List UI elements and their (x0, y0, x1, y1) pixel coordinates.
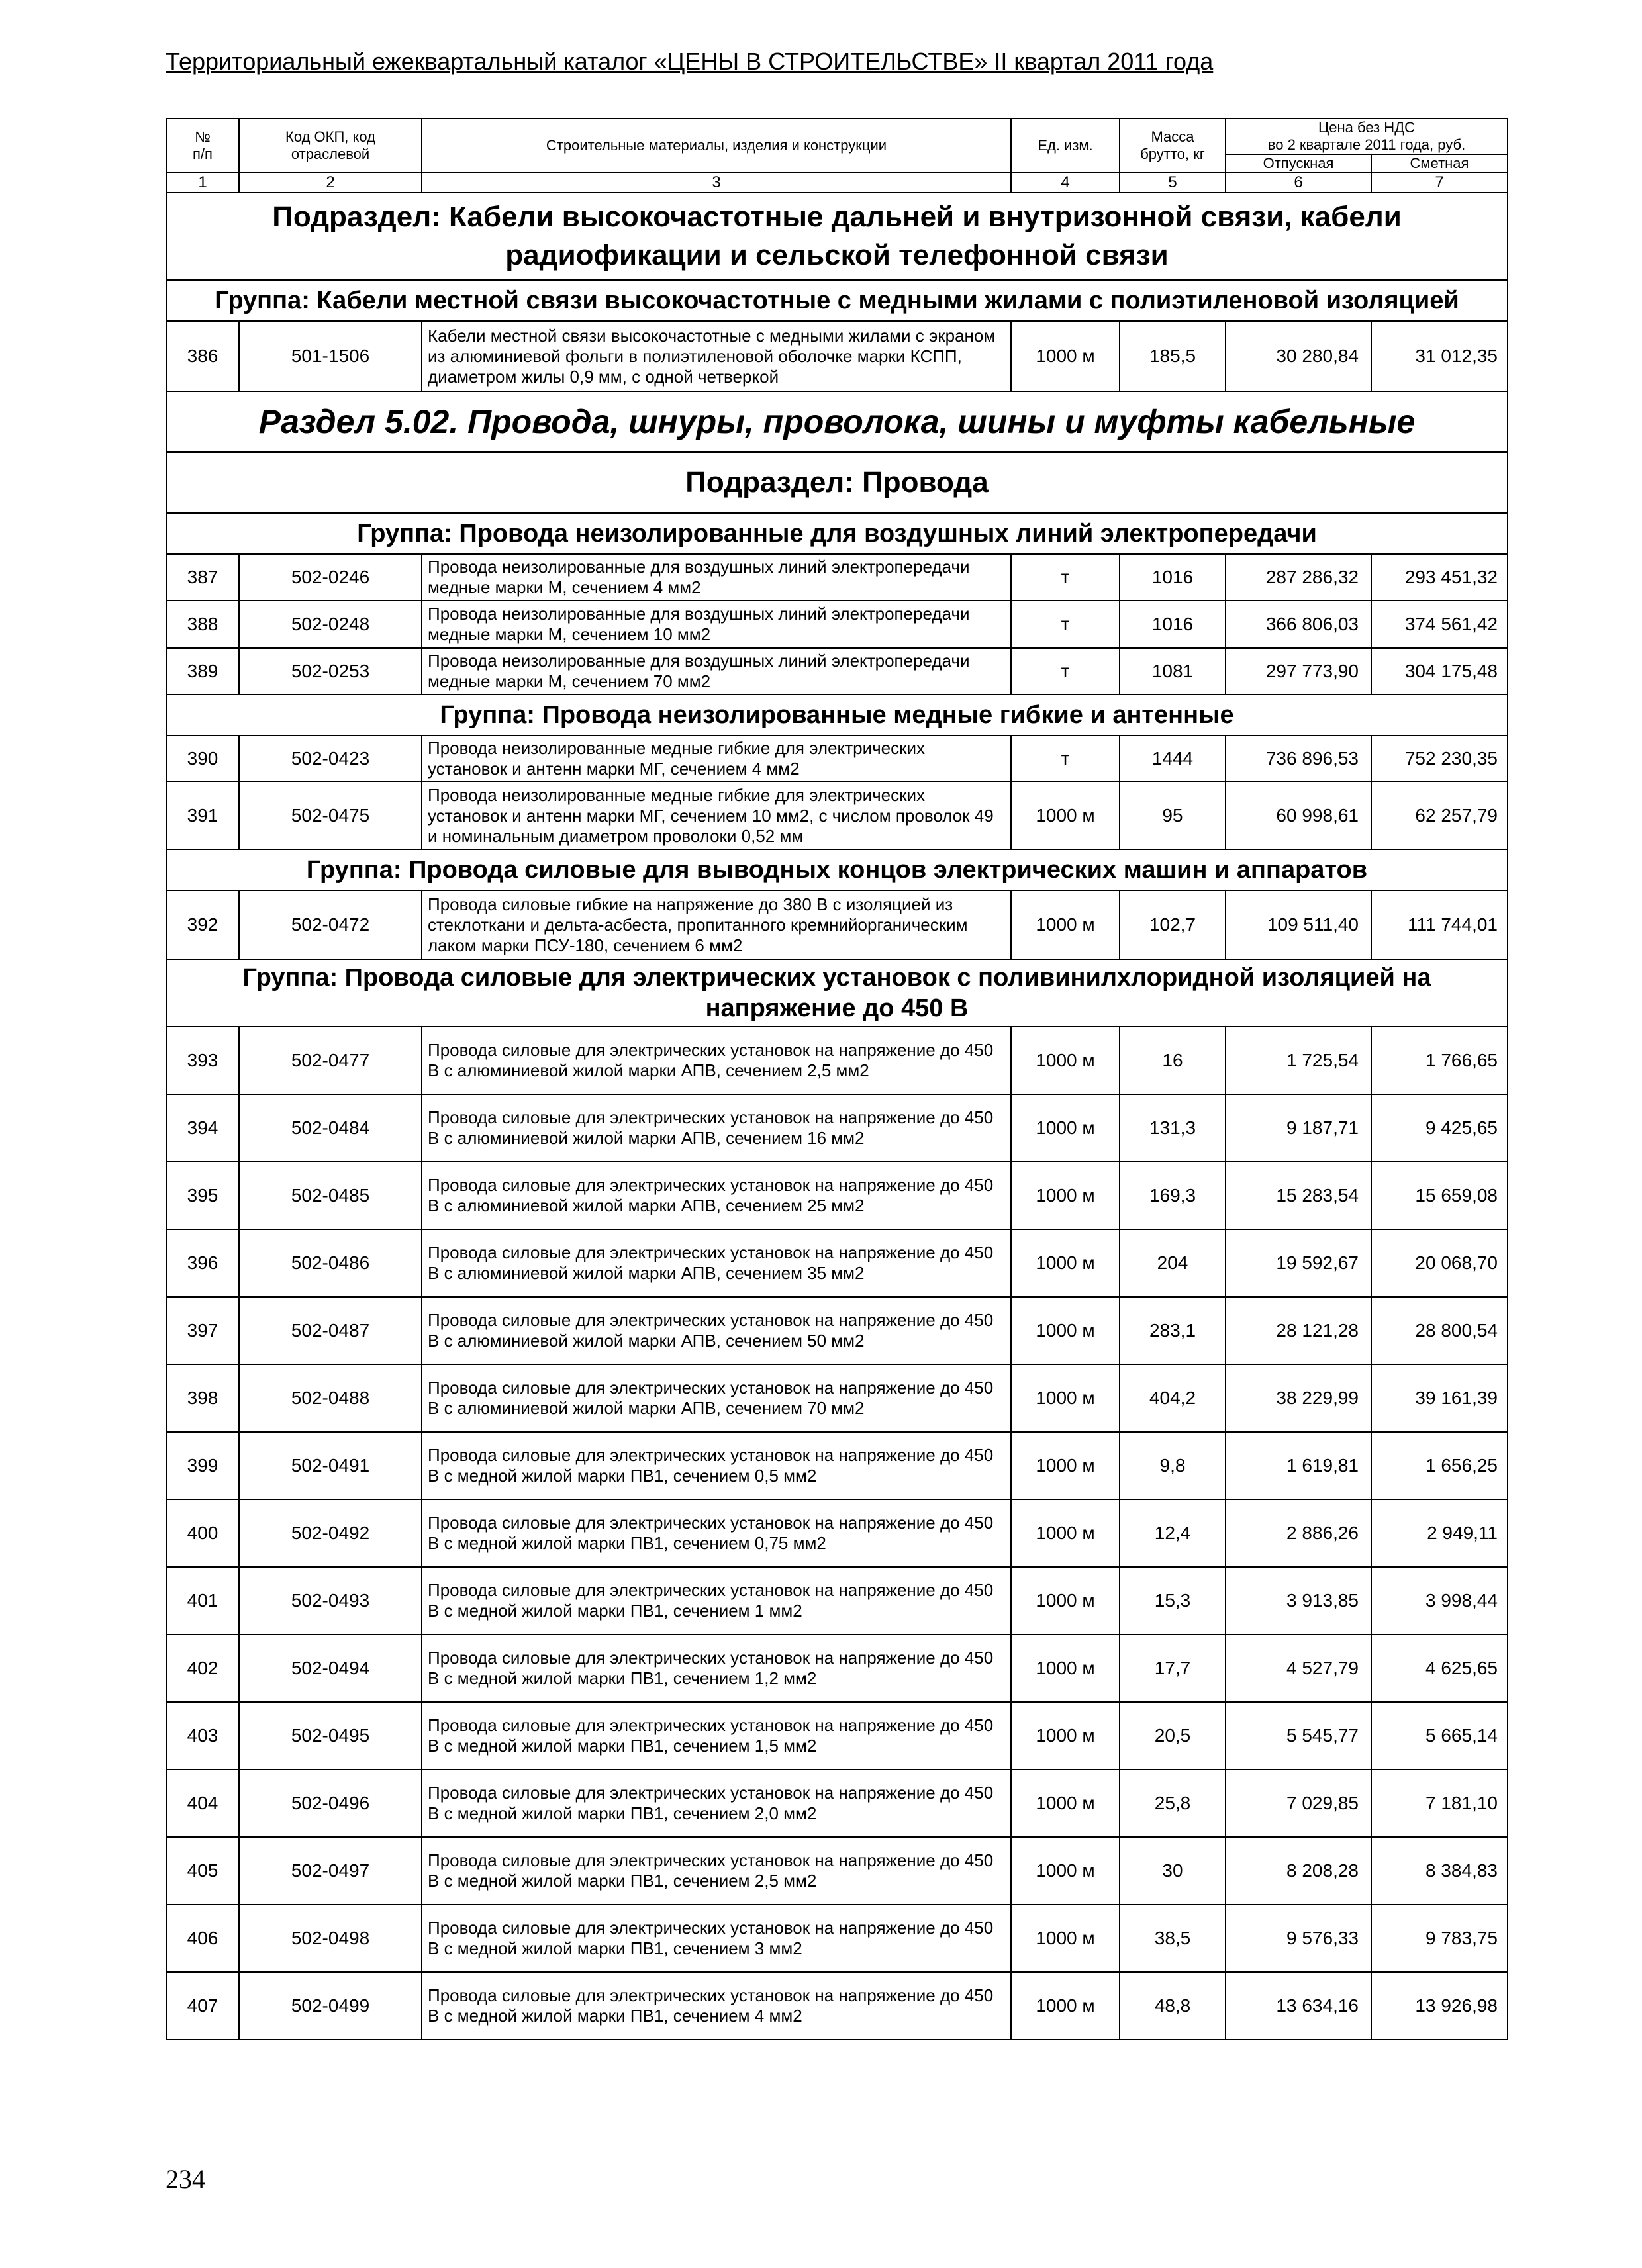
table-row (166, 1837, 1508, 1905)
table-row (166, 1297, 1508, 1364)
item-price-release: 8 208,28 (1226, 1837, 1371, 1905)
item-description: Провода силовые для электрических установок на напряжение до 450 В с алюминиевой жилой марки АПВ, сечением 2,5 мм2 (422, 1027, 1011, 1094)
item-number: 406 (166, 1905, 239, 1972)
item-price-estimate: 5 665,14 (1371, 1702, 1508, 1770)
item-description: Провода силовые для электрических установок на напряжение до 450 В с алюминиевой жилой марки АПВ, сечением 70 мм2 (422, 1364, 1011, 1432)
item-mass: 17,7 (1120, 1634, 1226, 1702)
item-code: 502-0477 (239, 1027, 422, 1094)
item-price-release: 736 896,53 (1226, 735, 1371, 782)
item-price-estimate: 13 926,98 (1371, 1972, 1508, 2040)
item-code: 502-0497 (239, 1837, 422, 1905)
item-price-estimate: 304 175,48 (1371, 648, 1508, 694)
item-number: 386 (166, 321, 239, 391)
item-unit: т (1011, 554, 1120, 600)
table-row (166, 321, 1508, 391)
item-price-estimate: 111 744,01 (1371, 890, 1508, 959)
header-row-top (166, 118, 1508, 154)
item-code: 502-0495 (239, 1702, 422, 1770)
item-number: 400 (166, 1499, 239, 1567)
group-heading-text: Группа: Провода силовые для электрических установок с поливинилхлоридной изоляцией на напряжение до 450 В (242, 964, 1431, 1022)
table-row (166, 600, 1508, 648)
table-row (166, 1972, 1508, 2040)
item-price-estimate: 39 161,39 (1371, 1364, 1508, 1432)
item-code: 502-0253 (239, 648, 422, 694)
table-row (166, 1770, 1508, 1837)
item-code: 502-0485 (239, 1162, 422, 1229)
item-unit: 1000 м (1011, 321, 1120, 391)
col-number: 6 (1226, 173, 1371, 193)
item-price-release: 13 634,16 (1226, 1972, 1371, 2040)
item-unit: 1000 м (1011, 1972, 1120, 2040)
item-mass: 131,3 (1120, 1094, 1226, 1162)
item-description: Провода силовые для электрических установок на напряжение до 450 В с алюминиевой жилой марки АПВ, сечением 25 мм2 (422, 1162, 1011, 1229)
item-price-estimate: 28 800,54 (1371, 1297, 1508, 1364)
col-number: 7 (1371, 173, 1508, 193)
item-code: 502-0486 (239, 1229, 422, 1297)
col-number: 2 (239, 173, 422, 193)
table-row (166, 554, 1508, 600)
item-mass: 38,5 (1120, 1905, 1226, 1972)
group-heading-row (166, 694, 1508, 735)
table-row (166, 1364, 1508, 1432)
item-price-estimate: 374 561,42 (1371, 600, 1508, 648)
item-description: Провода силовые для электрических установок на напряжение до 450 В с медной жилой марки ПВ1, сечением 1,2 мм2 (422, 1634, 1011, 1702)
item-mass: 1444 (1120, 735, 1226, 782)
item-number: 399 (166, 1432, 239, 1499)
item-description: Провода силовые гибкие на напряжение до 380 В с изоляцией из стеклоткани и дельта-асбеста, пропитанного кремнийорганическим лаком марки ПСУ-180, сечением 6 мм2 (422, 890, 1011, 959)
page-number: 234 (166, 2164, 205, 2194)
item-description: Провода силовые для электрических установок на напряжение до 450 В с медной жилой марки ПВ1, сечением 3 мм2 (422, 1905, 1011, 1972)
item-number: 402 (166, 1634, 239, 1702)
item-mass: 20,5 (1120, 1702, 1226, 1770)
item-number: 395 (166, 1162, 239, 1229)
table-row (166, 1905, 1508, 1972)
item-code: 502-0493 (239, 1567, 422, 1634)
item-mass: 404,2 (1120, 1364, 1226, 1432)
col-header-no: № п/п (166, 118, 239, 173)
item-code: 502-0499 (239, 1972, 422, 2040)
item-number: 389 (166, 648, 239, 694)
item-price-estimate: 293 451,32 (1371, 554, 1508, 600)
item-price-estimate: 62 257,79 (1371, 782, 1508, 849)
item-code: 501-1506 (239, 321, 422, 391)
table-row (166, 1027, 1508, 1094)
col-header-price-estimate: Сметная (1371, 154, 1508, 173)
item-unit: 1000 м (1011, 1770, 1120, 1837)
col-number: 5 (1120, 173, 1226, 193)
group-heading (166, 694, 1508, 735)
item-price-release: 366 806,03 (1226, 600, 1371, 648)
item-unit: 1000 м (1011, 1297, 1120, 1364)
col-number: 4 (1011, 173, 1120, 193)
item-description: Провода силовые для электрических установок на напряжение до 450 В с медной жилой марки ПВ1, сечением 0,75 мм2 (422, 1499, 1011, 1567)
group-heading-row (166, 513, 1508, 554)
group-heading (166, 849, 1508, 890)
item-price-release: 28 121,28 (1226, 1297, 1371, 1364)
table-row (166, 1567, 1508, 1634)
item-number: 390 (166, 735, 239, 782)
item-code: 502-0492 (239, 1499, 422, 1567)
item-number: 398 (166, 1364, 239, 1432)
item-number: 392 (166, 890, 239, 959)
part-heading-text: Раздел 5.02. Провода, шнуры, проволока, шины и муфты кабельные (258, 403, 1416, 440)
item-price-release: 5 545,77 (1226, 1702, 1371, 1770)
item-unit: 1000 м (1011, 1364, 1120, 1432)
item-price-release: 19 592,67 (1226, 1229, 1371, 1297)
col-number: 1 (166, 173, 239, 193)
item-price-release: 30 280,84 (1226, 321, 1371, 391)
subsection-heading-row (166, 452, 1508, 513)
item-mass: 30 (1120, 1837, 1226, 1905)
item-unit: т (1011, 648, 1120, 694)
item-unit: 1000 м (1011, 1567, 1120, 1634)
item-unit: 1000 м (1011, 1094, 1120, 1162)
item-description: Провода силовые для электрических установок на напряжение до 450 В с медной жилой марки ПВ1, сечением 4 мм2 (422, 1972, 1011, 2040)
col-header-unit: Ед. изм. (1011, 118, 1120, 173)
item-mass: 283,1 (1120, 1297, 1226, 1364)
table-row (166, 648, 1508, 694)
group-heading (166, 280, 1508, 321)
item-mass: 204 (1120, 1229, 1226, 1297)
item-price-release: 38 229,99 (1226, 1364, 1371, 1432)
item-description: Провода неизолированные медные гибкие для электрических установок и антенн марки МГ, сечением 10 мм2, с числом проволок 49 и номинальным диаметром проволоки 0,52 мм (422, 782, 1011, 849)
item-price-release: 297 773,90 (1226, 648, 1371, 694)
item-price-estimate: 31 012,35 (1371, 321, 1508, 391)
item-mass: 25,8 (1120, 1770, 1226, 1837)
group-heading (166, 959, 1508, 1027)
item-description: Провода неизолированные для воздушных линий электропередачи медные марки М, сечением 4 мм2 (422, 554, 1011, 600)
item-price-estimate: 9 783,75 (1371, 1905, 1508, 1972)
group-heading-row (166, 849, 1508, 890)
item-mass: 12,4 (1120, 1499, 1226, 1567)
item-code: 502-0423 (239, 735, 422, 782)
group-heading-text: Группа: Провода неизолированные для воздушных линий электропередачи (357, 520, 1317, 547)
item-code: 502-0484 (239, 1094, 422, 1162)
item-mass: 102,7 (1120, 890, 1226, 959)
item-mass: 15,3 (1120, 1567, 1226, 1634)
item-mass: 1016 (1120, 554, 1226, 600)
col-header-mass: Масса брутто, кг (1120, 118, 1226, 173)
group-heading-text: Группа: Провода силовые для выводных концов электрических машин и аппаратов (306, 856, 1368, 884)
item-price-release: 9 576,33 (1226, 1905, 1371, 1972)
item-mass: 1016 (1120, 600, 1226, 648)
group-heading-text: Группа: Кабели местной связи высокочастотные с медными жилами с полиэтиленовой изоляцией (215, 287, 1459, 314)
item-price-release: 15 283,54 (1226, 1162, 1371, 1229)
item-number: 403 (166, 1702, 239, 1770)
item-mass: 185,5 (1120, 321, 1226, 391)
item-unit: 1000 м (1011, 782, 1120, 849)
item-price-release: 9 187,71 (1226, 1094, 1371, 1162)
subsection-heading (166, 193, 1508, 280)
group-heading-row (166, 280, 1508, 321)
item-description: Провода неизолированные медные гибкие для электрических установок и антенн марки МГ, сечением 4 мм2 (422, 735, 1011, 782)
item-unit: 1000 м (1011, 1229, 1120, 1297)
item-price-release: 7 029,85 (1226, 1770, 1371, 1837)
table-row (166, 1702, 1508, 1770)
part-heading-row (166, 391, 1508, 452)
col-header-price-group: Цена без НДС во 2 квартале 2011 года, руб. (1226, 118, 1508, 154)
item-unit: т (1011, 600, 1120, 648)
item-description: Провода силовые для электрических установок на напряжение до 450 В с медной жилой марки ПВ1, сечением 0,5 мм2 (422, 1432, 1011, 1499)
column-number-row (166, 173, 1508, 193)
item-price-estimate: 3 998,44 (1371, 1567, 1508, 1634)
item-description: Провода силовые для электрических установок на напряжение до 450 В с алюминиевой жилой марки АПВ, сечением 16 мм2 (422, 1094, 1011, 1162)
item-unit: 1000 м (1011, 1499, 1120, 1567)
table-row (166, 735, 1508, 782)
item-price-estimate: 15 659,08 (1371, 1162, 1508, 1229)
item-code: 502-0494 (239, 1634, 422, 1702)
item-price-estimate: 7 181,10 (1371, 1770, 1508, 1837)
table-row (166, 1229, 1508, 1297)
item-code: 502-0491 (239, 1432, 422, 1499)
item-price-estimate: 20 068,70 (1371, 1229, 1508, 1297)
price-table-body (166, 118, 1508, 2040)
item-code: 502-0487 (239, 1297, 422, 1364)
table-row (166, 1094, 1508, 1162)
item-number: 391 (166, 782, 239, 849)
item-price-estimate: 1 766,65 (1371, 1027, 1508, 1094)
subsection-heading (166, 452, 1508, 513)
item-unit: 1000 м (1011, 1432, 1120, 1499)
item-price-release: 1 619,81 (1226, 1432, 1371, 1499)
item-price-release: 4 527,79 (1226, 1634, 1371, 1702)
item-number: 393 (166, 1027, 239, 1094)
group-heading-text: Группа: Провода неизолированные медные гибкие и антенные (440, 701, 1234, 729)
subsection-heading-text: Подраздел: Провода (685, 466, 989, 498)
item-unit: 1000 м (1011, 1027, 1120, 1094)
item-number: 407 (166, 1972, 239, 2040)
table-row (166, 1634, 1508, 1702)
item-unit: 1000 м (1011, 1634, 1120, 1702)
item-code: 502-0475 (239, 782, 422, 849)
item-price-estimate: 9 425,65 (1371, 1094, 1508, 1162)
col-header-desc: Строительные материалы, изделия и конструкции (422, 118, 1011, 173)
table-row (166, 782, 1508, 849)
item-number: 404 (166, 1770, 239, 1837)
item-description: Провода силовые для электрических установок на напряжение до 450 В с медной жилой марки ПВ1, сечением 2,0 мм2 (422, 1770, 1011, 1837)
item-mass: 169,3 (1120, 1162, 1226, 1229)
item-code: 502-0496 (239, 1770, 422, 1837)
table-row (166, 890, 1508, 959)
subsection-heading-text: Подраздел: Кабели высокочастотные дальней и внутризонной связи, кабели радиофикации и сельской телефонной связи (272, 201, 1402, 271)
col-header-price-release: Отпускная (1226, 154, 1371, 173)
item-number: 388 (166, 600, 239, 648)
table-row (166, 1432, 1508, 1499)
item-unit: 1000 м (1011, 1702, 1120, 1770)
item-unit: 1000 м (1011, 890, 1120, 959)
item-price-release: 1 725,54 (1226, 1027, 1371, 1094)
item-mass: 9,8 (1120, 1432, 1226, 1499)
item-price-release: 60 998,61 (1226, 782, 1371, 849)
item-price-estimate: 1 656,25 (1371, 1432, 1508, 1499)
item-price-release: 109 511,40 (1226, 890, 1371, 959)
item-price-release: 3 913,85 (1226, 1567, 1371, 1634)
item-description: Провода неизолированные для воздушных линий электропередачи медные марки М, сечением 10 мм2 (422, 600, 1011, 648)
price-table (166, 118, 1507, 2040)
item-description: Кабели местной связи высокочастотные с медными жилами с экраном из алюминиевой фольги в полиэтиленовой оболочке марки КСПП, диаметром жилы 0,9 мм, с одной четверкой (422, 321, 1011, 391)
item-description: Провода силовые для электрических установок на напряжение до 450 В с медной жилой марки ПВ1, сечением 1,5 мм2 (422, 1702, 1011, 1770)
item-code: 502-0488 (239, 1364, 422, 1432)
item-code: 502-0472 (239, 890, 422, 959)
item-description: Провода силовые для электрических установок на напряжение до 450 В с алюминиевой жилой марки АПВ, сечением 50 мм2 (422, 1297, 1011, 1364)
item-number: 396 (166, 1229, 239, 1297)
item-unit: т (1011, 735, 1120, 782)
item-mass: 16 (1120, 1027, 1226, 1094)
item-number: 405 (166, 1837, 239, 1905)
group-heading-row (166, 959, 1508, 1027)
item-number: 387 (166, 554, 239, 600)
item-description: Провода силовые для электрических установок на напряжение до 450 В с алюминиевой жилой марки АПВ, сечением 35 мм2 (422, 1229, 1011, 1297)
subsection-heading-row (166, 193, 1508, 280)
table-row (166, 1162, 1508, 1229)
item-description: Провода неизолированные для воздушных линий электропередачи медные марки М, сечением 70 мм2 (422, 648, 1011, 694)
item-number: 401 (166, 1567, 239, 1634)
item-mass: 1081 (1120, 648, 1226, 694)
item-unit: 1000 м (1011, 1837, 1120, 1905)
item-price-release: 2 886,26 (1226, 1499, 1371, 1567)
item-code: 502-0248 (239, 600, 422, 648)
item-unit: 1000 м (1011, 1162, 1120, 1229)
col-number: 3 (422, 173, 1011, 193)
item-price-estimate: 4 625,65 (1371, 1634, 1508, 1702)
item-description: Провода силовые для электрических установок на напряжение до 450 В с медной жилой марки ПВ1, сечением 1 мм2 (422, 1567, 1011, 1634)
page-header: Территориальный ежеквартальный каталог «ЦЕНЫ В СТРОИТЕЛЬСТВЕ» II квартал 2011 года (166, 48, 1214, 75)
item-code: 502-0498 (239, 1905, 422, 1972)
price-table-grid (166, 118, 1508, 2040)
item-code: 502-0246 (239, 554, 422, 600)
item-price-release: 287 286,32 (1226, 554, 1371, 600)
item-description: Провода силовые для электрических установок на напряжение до 450 В с медной жилой марки ПВ1, сечением 2,5 мм2 (422, 1837, 1011, 1905)
item-price-estimate: 2 949,11 (1371, 1499, 1508, 1567)
item-price-estimate: 752 230,35 (1371, 735, 1508, 782)
item-number: 394 (166, 1094, 239, 1162)
col-header-code: Код ОКП, код отраслевой (239, 118, 422, 173)
item-unit: 1000 м (1011, 1905, 1120, 1972)
item-price-estimate: 8 384,83 (1371, 1837, 1508, 1905)
item-mass: 48,8 (1120, 1972, 1226, 2040)
item-number: 397 (166, 1297, 239, 1364)
group-heading (166, 513, 1508, 554)
table-row (166, 1499, 1508, 1567)
item-mass: 95 (1120, 782, 1226, 849)
part-heading (166, 391, 1508, 452)
